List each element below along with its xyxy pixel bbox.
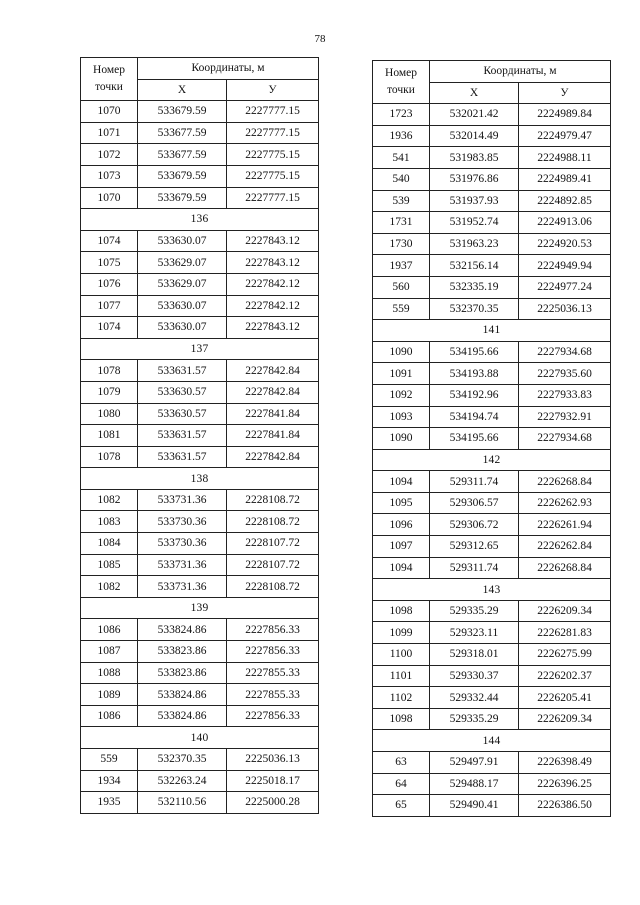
x-coordinate-cell: 533677.59	[138, 122, 227, 144]
point-number-cell: 1086	[81, 705, 138, 727]
x-coordinate-cell: 532156.14	[430, 255, 519, 277]
x-coordinate-cell: 529335.29	[430, 708, 519, 730]
x-coordinate-cell: 532370.35	[138, 749, 227, 771]
x-coordinate-cell: 532263.24	[138, 770, 227, 792]
y-coordinate-cell: 2227932.91	[519, 406, 611, 428]
point-number-cell: 1093	[373, 406, 430, 428]
table-row	[373, 255, 611, 277]
x-coordinate-cell: 533679.59	[138, 187, 227, 209]
y-coordinate-cell: 2226262.84	[519, 536, 611, 558]
y-coordinate-cell: 2226268.84	[519, 471, 611, 493]
table-row	[373, 363, 611, 385]
table-row	[373, 298, 611, 320]
point-number-cell: 1096	[373, 514, 430, 536]
table-row	[81, 489, 319, 511]
y-coordinate-cell: 2227855.33	[227, 662, 319, 684]
point-number-cell: 541	[373, 147, 430, 169]
table-row	[81, 662, 319, 684]
y-coordinate-cell: 2226202.37	[519, 665, 611, 687]
table-row	[81, 165, 319, 187]
table-row	[373, 622, 611, 644]
x-coordinate-cell: 529306.57	[430, 492, 519, 514]
x-coordinate-cell: 533630.07	[138, 295, 227, 317]
x-coordinate-cell: 529323.11	[430, 622, 519, 644]
point-number-cell: 1084	[81, 533, 138, 555]
x-coordinate-cell: 529311.74	[430, 557, 519, 579]
x-coordinate-cell: 533630.07	[138, 317, 227, 339]
table-row	[81, 511, 319, 533]
table-body	[373, 104, 611, 817]
x-coordinate-cell: 533823.86	[138, 662, 227, 684]
y-coordinate-cell: 2227842.84	[227, 360, 319, 382]
y-coordinate-cell: 2224892.85	[519, 190, 611, 212]
point-number-cell: 1090	[373, 341, 430, 363]
x-coordinate-cell: 531983.85	[430, 147, 519, 169]
coordinates-header: Координаты, м	[430, 61, 611, 83]
table-body	[81, 101, 319, 814]
y-coordinate-cell: 2225036.13	[227, 749, 319, 771]
x-coordinate-cell: 533679.59	[138, 101, 227, 123]
point-number-header-line2: точки	[387, 83, 415, 96]
point-number-cell: 560	[373, 276, 430, 298]
group-row	[81, 338, 319, 360]
point-number-cell: 1076	[81, 273, 138, 295]
y-coordinate-cell: 2228108.72	[227, 489, 319, 511]
y-coordinate-cell: 2227777.15	[227, 187, 319, 209]
point-number-cell: 1091	[373, 363, 430, 385]
table-row	[81, 554, 319, 576]
table-row	[373, 492, 611, 514]
point-number-cell: 1075	[81, 252, 138, 274]
point-number-cell: 1074	[81, 230, 138, 252]
y-coordinate-cell: 2226209.34	[519, 708, 611, 730]
table-row	[81, 295, 319, 317]
table-row	[81, 230, 319, 252]
point-number-cell: 1087	[81, 641, 138, 663]
y-coordinate-cell: 2227777.15	[227, 101, 319, 123]
y-coordinate-cell: 2227855.33	[227, 684, 319, 706]
table-row	[81, 252, 319, 274]
table-row	[81, 144, 319, 166]
point-number-cell: 1095	[373, 492, 430, 514]
group-label: 140	[81, 727, 319, 749]
point-number-cell: 1077	[81, 295, 138, 317]
table-header	[373, 61, 611, 104]
table-row	[373, 665, 611, 687]
table-row	[373, 341, 611, 363]
point-number-cell: 1088	[81, 662, 138, 684]
x-coordinate-cell: 534194.74	[430, 406, 519, 428]
table-row	[81, 381, 319, 403]
point-number-cell: 1937	[373, 255, 430, 277]
x-coordinate-cell: 532110.56	[138, 792, 227, 814]
table-row	[81, 360, 319, 382]
group-row	[373, 320, 611, 342]
table-row	[373, 644, 611, 666]
table-row	[81, 425, 319, 447]
point-number-cell: 540	[373, 168, 430, 190]
group-row	[373, 730, 611, 752]
x-coordinate-cell: 529330.37	[430, 665, 519, 687]
x-coordinate-cell: 533630.07	[138, 230, 227, 252]
y-coordinate-cell: 2225000.28	[227, 792, 319, 814]
y-coordinate-cell: 2228107.72	[227, 533, 319, 555]
x-coordinate-cell: 534195.66	[430, 341, 519, 363]
point-number-cell: 1089	[81, 684, 138, 706]
group-label: 142	[373, 449, 611, 471]
y-coordinate-cell: 2227935.60	[519, 363, 611, 385]
y-coordinate-cell: 2227841.84	[227, 403, 319, 425]
x-coordinate-cell: 529306.72	[430, 514, 519, 536]
x-coordinate-cell: 529488.17	[430, 773, 519, 795]
point-number-cell: 65	[373, 795, 430, 817]
y-coordinate-cell: 2226396.25	[519, 773, 611, 795]
x-column-header: X	[430, 82, 519, 104]
y-coordinate-cell: 2227934.68	[519, 341, 611, 363]
x-coordinate-cell: 533630.57	[138, 403, 227, 425]
point-number-cell: 1074	[81, 317, 138, 339]
y-coordinate-cell: 2227856.33	[227, 705, 319, 727]
group-label: 138	[81, 468, 319, 490]
point-number-cell: 1934	[81, 770, 138, 792]
x-coordinate-cell: 533823.86	[138, 641, 227, 663]
y-coordinate-cell: 2227841.84	[227, 425, 319, 447]
y-coordinate-cell: 2227843.12	[227, 317, 319, 339]
y-coordinate-cell: 2226209.34	[519, 600, 611, 622]
point-number-cell: 1094	[373, 471, 430, 493]
table-row	[373, 125, 611, 147]
x-coordinate-cell: 534192.96	[430, 384, 519, 406]
y-coordinate-cell: 2224949.94	[519, 255, 611, 277]
y-coordinate-cell: 2226275.99	[519, 644, 611, 666]
y-coordinate-cell: 2225018.17	[227, 770, 319, 792]
x-coordinate-cell: 529312.65	[430, 536, 519, 558]
point-number-cell: 1730	[373, 233, 430, 255]
x-coordinate-cell: 529311.74	[430, 471, 519, 493]
page-number: 78	[314, 33, 326, 45]
y-coordinate-cell: 2227842.84	[227, 381, 319, 403]
x-coordinate-cell: 533731.36	[138, 576, 227, 598]
point-number-cell: 1723	[373, 104, 430, 126]
point-number-cell: 64	[373, 773, 430, 795]
group-row	[81, 597, 319, 619]
y-coordinate-cell: 2228108.72	[227, 511, 319, 533]
table-row	[373, 752, 611, 774]
point-number-cell: 1099	[373, 622, 430, 644]
point-number-cell: 539	[373, 190, 430, 212]
y-coordinate-cell: 2224988.11	[519, 147, 611, 169]
y-coordinate-cell: 2226205.41	[519, 687, 611, 709]
point-number-cell: 1071	[81, 122, 138, 144]
group-label: 143	[373, 579, 611, 601]
point-number-cell: 1100	[373, 644, 430, 666]
table-row	[373, 212, 611, 234]
point-number-cell: 1072	[81, 144, 138, 166]
y-coordinate-cell: 2227934.68	[519, 428, 611, 450]
point-number-cell: 1935	[81, 792, 138, 814]
table-row	[373, 795, 611, 817]
y-coordinate-cell: 2227933.83	[519, 384, 611, 406]
point-number-cell: 1098	[373, 600, 430, 622]
y-coordinate-cell: 2227856.33	[227, 619, 319, 641]
x-coordinate-cell: 533731.36	[138, 489, 227, 511]
x-coordinate-cell: 532021.42	[430, 104, 519, 126]
point-number-cell: 1102	[373, 687, 430, 709]
point-number-cell: 1098	[373, 708, 430, 730]
y-coordinate-cell: 2227856.33	[227, 641, 319, 663]
point-number-cell: 1085	[81, 554, 138, 576]
y-coordinate-cell: 2224989.84	[519, 104, 611, 126]
table-row	[373, 708, 611, 730]
table-row	[373, 168, 611, 190]
x-column-header: X	[138, 79, 227, 101]
point-number-cell: 1090	[373, 428, 430, 450]
x-coordinate-cell: 532370.35	[430, 298, 519, 320]
point-number-cell: 1073	[81, 165, 138, 187]
point-number-cell: 1936	[373, 125, 430, 147]
y-coordinate-cell: 2227775.15	[227, 165, 319, 187]
table-row	[81, 187, 319, 209]
point-number-cell: 1083	[81, 511, 138, 533]
point-number-cell: 559	[373, 298, 430, 320]
y-coordinate-cell: 2224979.47	[519, 125, 611, 147]
table-header	[81, 58, 319, 101]
x-coordinate-cell: 533629.07	[138, 273, 227, 295]
table-row	[81, 770, 319, 792]
table-row	[81, 619, 319, 641]
y-coordinate-cell: 2228108.72	[227, 576, 319, 598]
table-row	[81, 705, 319, 727]
table-row	[81, 684, 319, 706]
point-number-cell: 1094	[373, 557, 430, 579]
group-row	[81, 727, 319, 749]
group-row	[81, 468, 319, 490]
table-row	[81, 576, 319, 598]
table-row	[373, 536, 611, 558]
x-coordinate-cell: 531976.86	[430, 168, 519, 190]
x-coordinate-cell: 533631.57	[138, 425, 227, 447]
x-coordinate-cell: 533679.59	[138, 165, 227, 187]
table-row	[373, 600, 611, 622]
point-number-header-line1: Номер	[385, 67, 417, 79]
y-coordinate-cell: 2226398.49	[519, 752, 611, 774]
group-label: 136	[81, 209, 319, 231]
point-number-cell: 1070	[81, 187, 138, 209]
x-coordinate-cell: 529318.01	[430, 644, 519, 666]
x-coordinate-cell: 533824.86	[138, 619, 227, 641]
y-coordinate-cell: 2227842.84	[227, 446, 319, 468]
point-number-cell: 1081	[81, 425, 138, 447]
y-coordinate-cell: 2228107.72	[227, 554, 319, 576]
y-coordinate-cell: 2227843.12	[227, 230, 319, 252]
table-row	[81, 792, 319, 814]
table-row	[373, 147, 611, 169]
x-coordinate-cell: 529490.41	[430, 795, 519, 817]
x-coordinate-cell: 533629.07	[138, 252, 227, 274]
table-row	[373, 428, 611, 450]
point-number-cell: 1078	[81, 360, 138, 382]
x-coordinate-cell: 529335.29	[430, 600, 519, 622]
table-row	[81, 446, 319, 468]
x-coordinate-cell: 529332.44	[430, 687, 519, 709]
y-coordinate-cell: 2226281.83	[519, 622, 611, 644]
x-coordinate-cell: 529497.91	[430, 752, 519, 774]
point-number-cell: 63	[373, 752, 430, 774]
table-row	[373, 233, 611, 255]
y-coordinate-cell: 2227842.12	[227, 273, 319, 295]
y-column-header: У	[519, 82, 611, 104]
x-coordinate-cell: 533631.57	[138, 446, 227, 468]
point-number-cell: 1097	[373, 536, 430, 558]
point-number-header-line1: Номер	[93, 64, 125, 76]
table-row	[81, 317, 319, 339]
coordinates-header: Координаты, м	[138, 58, 319, 80]
table-row	[373, 384, 611, 406]
point-number-header	[373, 61, 430, 104]
y-coordinate-cell: 2226386.50	[519, 795, 611, 817]
table-row	[373, 773, 611, 795]
point-number-cell: 559	[81, 749, 138, 771]
table-row	[373, 687, 611, 709]
point-number-cell: 1082	[81, 576, 138, 598]
table-row	[81, 273, 319, 295]
y-coordinate-cell: 2224913.06	[519, 212, 611, 234]
table-row	[373, 276, 611, 298]
group-label: 144	[373, 730, 611, 752]
point-number-cell: 1070	[81, 101, 138, 123]
table-row	[81, 641, 319, 663]
table-row	[373, 190, 611, 212]
group-row	[373, 449, 611, 471]
table-row	[373, 514, 611, 536]
y-column-header: У	[227, 79, 319, 101]
y-coordinate-cell: 2224920.53	[519, 233, 611, 255]
x-coordinate-cell: 533731.36	[138, 554, 227, 576]
y-coordinate-cell: 2225036.13	[519, 298, 611, 320]
x-coordinate-cell: 534193.88	[430, 363, 519, 385]
x-coordinate-cell: 534195.66	[430, 428, 519, 450]
x-coordinate-cell: 533824.86	[138, 705, 227, 727]
group-row	[81, 209, 319, 231]
point-number-header	[81, 58, 138, 101]
x-coordinate-cell: 533824.86	[138, 684, 227, 706]
x-coordinate-cell: 533730.36	[138, 533, 227, 555]
point-number-cell: 1731	[373, 212, 430, 234]
y-coordinate-cell: 2226262.93	[519, 492, 611, 514]
group-label: 141	[373, 320, 611, 342]
x-coordinate-cell: 531937.93	[430, 190, 519, 212]
point-number-cell: 1086	[81, 619, 138, 641]
point-number-cell: 1079	[81, 381, 138, 403]
y-coordinate-cell: 2224989.41	[519, 168, 611, 190]
y-coordinate-cell: 2227842.12	[227, 295, 319, 317]
group-label: 139	[81, 597, 319, 619]
y-coordinate-cell: 2226268.84	[519, 557, 611, 579]
group-label: 137	[81, 338, 319, 360]
x-coordinate-cell: 532335.19	[430, 276, 519, 298]
table-row	[81, 403, 319, 425]
coordinates-table-left	[80, 57, 319, 814]
y-coordinate-cell: 2227777.15	[227, 122, 319, 144]
y-coordinate-cell: 2226261.94	[519, 514, 611, 536]
table-row	[81, 122, 319, 144]
y-coordinate-cell: 2227843.12	[227, 252, 319, 274]
point-number-cell: 1078	[81, 446, 138, 468]
table-row	[373, 406, 611, 428]
group-row	[373, 579, 611, 601]
table-row	[81, 101, 319, 123]
x-coordinate-cell: 531952.74	[430, 212, 519, 234]
point-number-cell: 1080	[81, 403, 138, 425]
point-number-header-line2: точки	[95, 80, 123, 93]
table-row	[81, 533, 319, 555]
table-row	[373, 557, 611, 579]
x-coordinate-cell: 531963.23	[430, 233, 519, 255]
y-coordinate-cell: 2224977.24	[519, 276, 611, 298]
table-row	[81, 749, 319, 771]
table-row	[373, 104, 611, 126]
point-number-cell: 1082	[81, 489, 138, 511]
table-row	[373, 471, 611, 493]
coordinates-table-right	[372, 60, 611, 817]
y-coordinate-cell: 2227775.15	[227, 144, 319, 166]
x-coordinate-cell: 533730.36	[138, 511, 227, 533]
point-number-cell: 1092	[373, 384, 430, 406]
point-number-cell: 1101	[373, 665, 430, 687]
x-coordinate-cell: 533631.57	[138, 360, 227, 382]
x-coordinate-cell: 532014.49	[430, 125, 519, 147]
x-coordinate-cell: 533630.57	[138, 381, 227, 403]
x-coordinate-cell: 533677.59	[138, 144, 227, 166]
